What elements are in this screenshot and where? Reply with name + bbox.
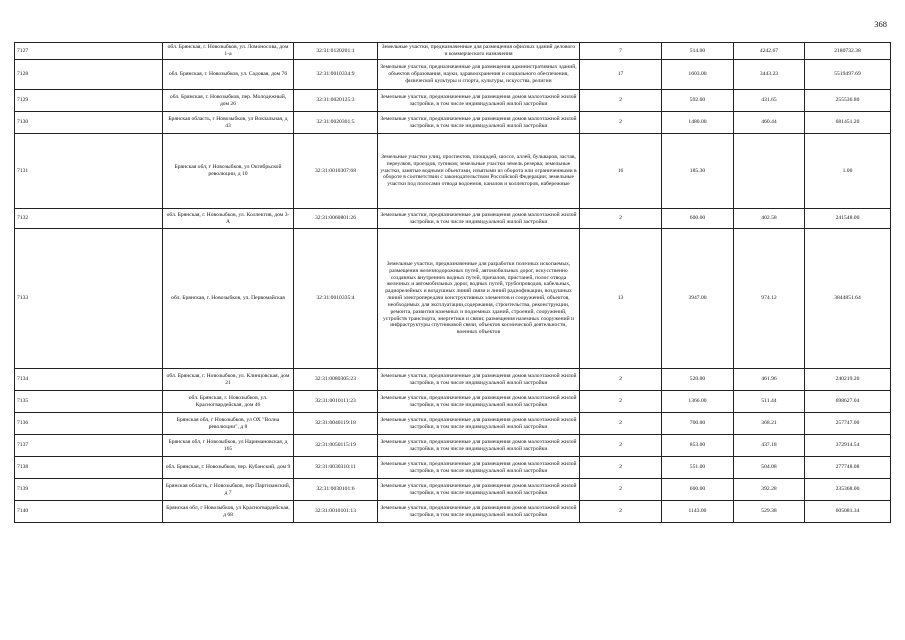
area-cell: 1143.00 [662,501,734,523]
table-row [15,90,891,112]
cadastral-value-cell: 2180732.38 [805,43,891,60]
category-cell: 2 [580,413,662,435]
row-number: 7136 [15,413,163,435]
cadastral-number-cell: 32:31:0050115:19 [294,435,378,457]
row-number: 7133 [15,229,163,369]
area-cell: 185.30 [662,134,734,209]
cadastral-value-cell: 257747.00 [805,413,891,435]
rate-cell: 974.12 [734,229,805,369]
table-row [15,501,891,523]
table-row [15,369,891,391]
land-use-cell: Земельные участки, предназначенные для размещения офисных зданий делового и коммерческого назначения [378,43,580,60]
address-cell: обл. Брянская, г. Новозыбков, пер. Молодежный, дом 26 [163,90,294,112]
area-cell: 1366.00 [662,391,734,413]
area-cell: 600.00 [662,479,734,501]
land-use-cell: Земельные участки, предназначенные для размещения домов малоэтажной жилой застройки, в том числе индивидуальной жилой застройки [378,413,580,435]
row-number: 7138 [15,457,163,479]
address-cell: Брянская область, г Новозыбков, пер Партизанский, д 7 [163,479,294,501]
cadastral-number-cell: 32:31:0030310:11 [294,457,378,479]
land-use-cell: Земельные участки улиц, проспектов, площадей, шоссе, аллей, бульваров, застав, переулков, проездов, тупиков; земельные участки земель резерва; земельные участки, занятые водными объектами, изъятыми из оборота или ограниченными в обороте в соответствии с законодательством Российской Федерации; земельные участки под полосами отвода водоемов, каналов и коллекторов, набережные [378,134,580,209]
land-use-cell: Земельные участки, предназначенные для размещения домов малоэтажной жилой застройки, в том числе индивидуальной жилой застройки [378,391,580,413]
cadastral-number-cell: 32:31:0060801:26 [294,209,378,229]
rate-cell: 3443.23 [734,60,805,90]
cadastral-value-cell: 605081.34 [805,501,891,523]
category-cell: 2 [580,90,662,112]
area-cell: 551.00 [662,457,734,479]
category-cell: 17 [580,60,662,90]
area-cell: 1603.00 [662,60,734,90]
area-cell: 520.00 [662,369,734,391]
table-row [15,435,891,457]
rate-cell: 511.44 [734,391,805,413]
cadastral-number-cell: 32:31:0020125:3 [294,90,378,112]
cadastral-number-cell: 32:31:0020301:5 [294,112,378,134]
cadastral-number-cell: 32:31:0010111:23 [294,391,378,413]
table-row [15,413,891,435]
row-number: 7130 [15,112,163,134]
category-cell: 16 [580,134,662,209]
rate-cell: 4242.67 [734,43,805,60]
area-cell: 853.00 [662,435,734,457]
rate-cell: 431.65 [734,90,805,112]
table-row [15,60,891,90]
area-cell: 600.00 [662,209,734,229]
row-number: 7139 [15,479,163,501]
category-cell: 2 [580,479,662,501]
table-row [15,209,891,229]
row-number: 7134 [15,369,163,391]
cadastral-value-cell: 240219.20 [805,369,891,391]
category-cell: 2 [580,112,662,134]
address-cell: обл. Брянская, г. Новозыбков, ул. Клинцовская, дом 21 [163,369,294,391]
table-row [15,391,891,413]
cadastral-number-cell: 32:31:0010334:9 [294,60,378,90]
row-number: 7127 [15,43,163,60]
address-cell: Брянская обл, г Новозыбков, ул Наримановская, д 165 [163,435,294,457]
rate-cell: 461.96 [734,369,805,391]
cadastral-number-cell: 32:31:0010335:4 [294,229,378,369]
cadastral-value-cell: 372914.54 [805,435,891,457]
address-cell: обл. Брянская, г. Новозыбков, ул. Коллектив, дом 3-А [163,209,294,229]
rate-cell [734,134,805,209]
address-cell: Брянская обл, г Новозыбков, ул Красногвардейская, д 68 [163,501,294,523]
cadastral-value-cell: 3844851.64 [805,229,891,369]
row-number: 7128 [15,60,163,90]
land-use-cell: Земельные участки, предназначенные для разработки полезных ископаемых, размещения железнодорожных путей, автомобильных дорог, искусственно созданных внутренних водных путей, причалов, пристаней, полос отвода железных и автомобильных дорог, водных путей, трубопроводов, кабельных, радиорелейных и воздушных линий связи и линий радиофикации, воздушных линий электропередачи конструктивных элементов и сооружений, объектов, необходимых для эксплуатации,содержания, строительства, реконструкции, ремонта, развития наземных и подземных зданий, строений, сооружений, устройств транспорта, энергетики и связи; размещения наземных сооружений и инфраструктуры спутниковой связи, объектов космической деятельности, военных объектов [378,229,580,369]
cadastral-number-cell: 32:31:0080305:23 [294,369,378,391]
category-cell: 2 [580,435,662,457]
rate-cell: 392.28 [734,479,805,501]
table-row [15,134,891,209]
rate-cell: 368.21 [734,413,805,435]
page-number: 368 [874,19,887,29]
area-cell: 1480.00 [662,112,734,134]
table-row [15,112,891,134]
land-use-cell: Земельные участки, предназначенные для размещения административных зданий, объектов образования, науки, здравоохранения и социального обеспечения, физической культуры и спорта, культуры, искусства, религии [378,60,580,90]
land-use-cell: Земельные участки, предназначенные для размещения домов малоэтажной жилой застройки, в том числе индивидуальной жилой застройки [378,435,580,457]
cadastral-value-cell: 681451.20 [805,112,891,134]
row-number: 7137 [15,435,163,457]
category-cell: 2 [580,369,662,391]
area-cell: 514.00 [662,43,734,60]
table-row [15,457,891,479]
address-cell: Брянская область, г Новозыбков, ул Вокзальная, д 43 [163,112,294,134]
address-cell: обл. Брянская, г. Новозыбков, ул. Первомайская [163,229,294,369]
address-cell: обл. Брянская, г. Новозыбков, ул. Красногвардейская, дом 46 [163,391,294,413]
cadastral-number-cell: 32:31:0010101:13 [294,501,378,523]
cadastral-number-cell: 32:31:0040119:18 [294,413,378,435]
land-use-cell: Земельные участки, предназначенные для размещения домов малоэтажной жилой застройки, в том числе индивидуальной жилой застройки [378,457,580,479]
category-cell: 2 [580,501,662,523]
address-cell: обл. Брянская, г. Новозыбков, пер. Кубанский, дом 9 [163,457,294,479]
row-number: 7131 [15,134,163,209]
cadastral-value-cell: 241548.00 [805,209,891,229]
area-cell: 700.00 [662,413,734,435]
table-row [15,229,891,369]
land-use-cell: Земельные участки, предназначенные для размещения домов малоэтажной жилой застройки, в том числе индивидуальной жилой застройки [378,90,580,112]
rate-cell: 402.58 [734,209,805,229]
row-number: 7135 [15,391,163,413]
land-use-cell: Земельные участки, предназначенные для размещения домов малоэтажной жилой застройки, в том числе индивидуальной жилой застройки [378,501,580,523]
rate-cell: 437.18 [734,435,805,457]
category-cell: 2 [580,209,662,229]
table-row [15,479,891,501]
row-number: 7132 [15,209,163,229]
land-use-cell: Земельные участки, предназначенные для размещения домов малоэтажной жилой застройки, в том числе индивидуальной жилой застройки [378,112,580,134]
address-cell: обл. Брянская, г. Новозыбков, ул. Ломоносова, дом 1-а [163,43,294,60]
category-cell: 13 [580,229,662,369]
category-cell: 7 [580,43,662,60]
category-cell: 2 [580,457,662,479]
row-number: 7129 [15,90,163,112]
cadastral-value-cell: 277748.08 [805,457,891,479]
row-number: 7140 [15,501,163,523]
cadastral-number-cell: 32:31:0120201:1 [294,43,378,60]
cadastral-number-cell: 32:31:0010307:68 [294,134,378,209]
rate-cell: 504.08 [734,457,805,479]
cadastral-value-cell: 5519497.69 [805,60,891,90]
land-use-cell: Земельные участки, предназначенные для размещения домов малоэтажной жилой застройки, в том числе индивидуальной жилой застройки [378,209,580,229]
area-cell: 3947.00 [662,229,734,369]
cadastral-value-cell: 235368.00 [805,479,891,501]
cadastral-value-cell: 698627.04 [805,391,891,413]
rate-cell: 529.38 [734,501,805,523]
cadastral-number-cell: 32:31:0030101:6 [294,479,378,501]
rate-cell: 460.44 [734,112,805,134]
area-cell: 592.00 [662,90,734,112]
land-use-cell: Земельные участки, предназначенные для размещения домов малоэтажной жилой застройки, в том числе индивидуальной жилой застройки [378,479,580,501]
land-use-cell: Земельные участки, предназначенные для размещения домов малоэтажной жилой застройки, в том числе индивидуальной жилой застройки [378,369,580,391]
cadastral-value-cell: 1.00 [805,134,891,209]
address-cell: обл. Брянская, г. Новозыбков, ул. Садовая, дом 76 [163,60,294,90]
category-cell: 2 [580,391,662,413]
address-cell: Брянская обл, г Новозыбков, ул ОХ "Волна революции", д 8 [163,413,294,435]
address-cell: Брянская обл, г Новозыбков, ул Октябрьской революции, д 10 [163,134,294,209]
cadastral-value-table [14,42,891,523]
cadastral-value-cell: 255536.80 [805,90,891,112]
table-row [15,43,891,60]
